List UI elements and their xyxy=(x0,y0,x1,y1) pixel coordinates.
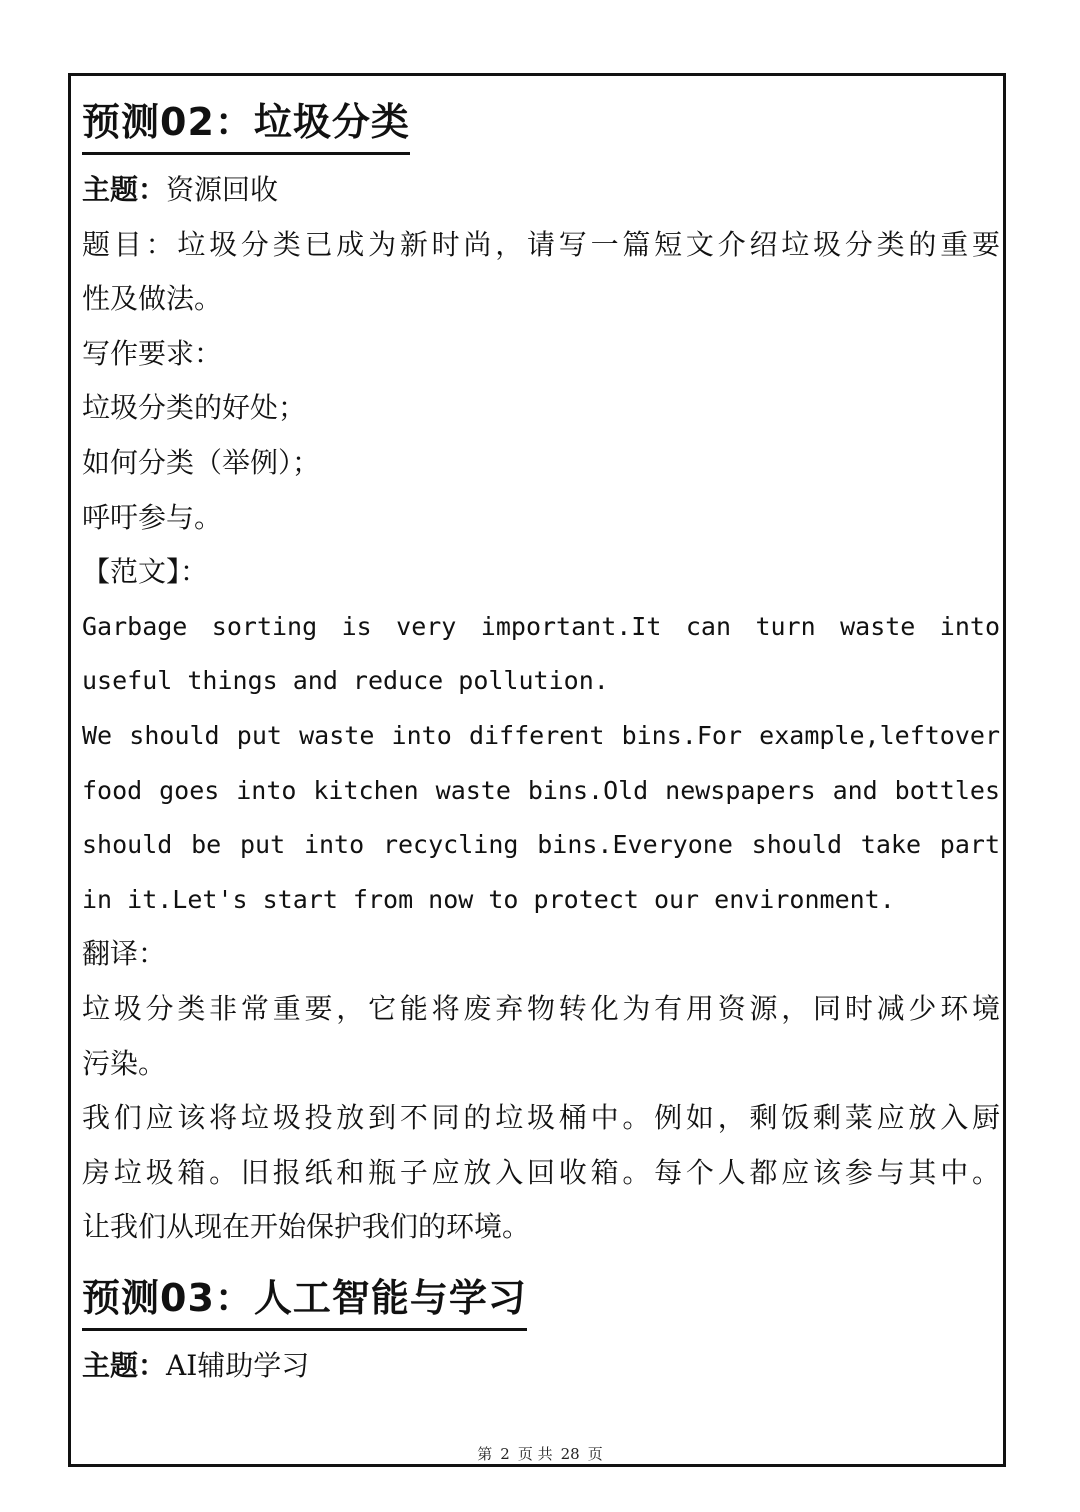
footer-prefix: 第 xyxy=(477,1445,493,1463)
translation-line: 我们应该将垃圾投放到不同的垃圾桶中。例如，剩饭剩菜应放入厨 xyxy=(82,1101,1000,1135)
requirements-label: 写作要求： xyxy=(82,336,223,370)
essay-line: in it.Let's start from now to protect our environment. xyxy=(82,884,895,914)
essay-line: useful things and reduce pollution. xyxy=(82,666,609,696)
footer-page-number: 2 xyxy=(500,1445,510,1463)
essay-line: We should put waste into different bins.For example,leftover xyxy=(82,720,1000,750)
translation-line: 房垃圾箱。旧报纸和瓶子应放入回收箱。每个人都应该参与其中。 xyxy=(82,1155,1000,1189)
section-heading: 预测02：垃圾分类 xyxy=(82,92,410,155)
theme-line xyxy=(82,163,1000,218)
theme-label: 主题： xyxy=(82,173,167,206)
translation-line: 让我们从现在开始保护我们的环境。 xyxy=(82,1210,531,1244)
section-heading: 预测03：人工智能与学习 xyxy=(82,1268,527,1331)
essay-line: Garbage sorting is very important.It can turn waste into xyxy=(82,611,1000,641)
theme-value: AI辅助学习 xyxy=(166,1349,310,1382)
requirement-item: 如何分类（举例）； xyxy=(82,445,321,479)
translation-line: 污染。 xyxy=(82,1046,167,1080)
page-footer xyxy=(0,1444,1080,1464)
translation-label: 翻译： xyxy=(82,937,167,971)
essay-line: food goes into kitchen waste bins.Old newspapers and bottles xyxy=(82,775,1000,805)
sample-essay-label: 【范文】： xyxy=(82,555,209,589)
translation-line: 垃圾分类非常重要，它能将废弃物转化为有用资源，同时减少环境 xyxy=(82,991,1000,1025)
requirement-item: 垃圾分类的好处； xyxy=(82,391,307,425)
theme-line xyxy=(82,1339,1000,1394)
theme-label: 主题： xyxy=(82,1349,167,1382)
requirement-item: 呼吁参与。 xyxy=(82,500,223,534)
footer-middle: 页 共 xyxy=(517,1445,553,1463)
theme-value: 资源回收 xyxy=(166,173,279,206)
footer-suffix: 页 xyxy=(587,1445,603,1463)
footer-total-pages: 28 xyxy=(560,1445,580,1463)
section-garbage-sorting xyxy=(82,92,1000,1255)
prompt-line: 性及做法。 xyxy=(82,282,223,316)
prompt-line: 题目：垃圾分类已成为新时尚，请写一篇短文介绍垃圾分类的重要 xyxy=(82,227,1000,261)
essay-line: should be put into recycling bins.Everyone should take part xyxy=(82,830,1000,860)
section-ai-learning xyxy=(82,1268,1000,1394)
